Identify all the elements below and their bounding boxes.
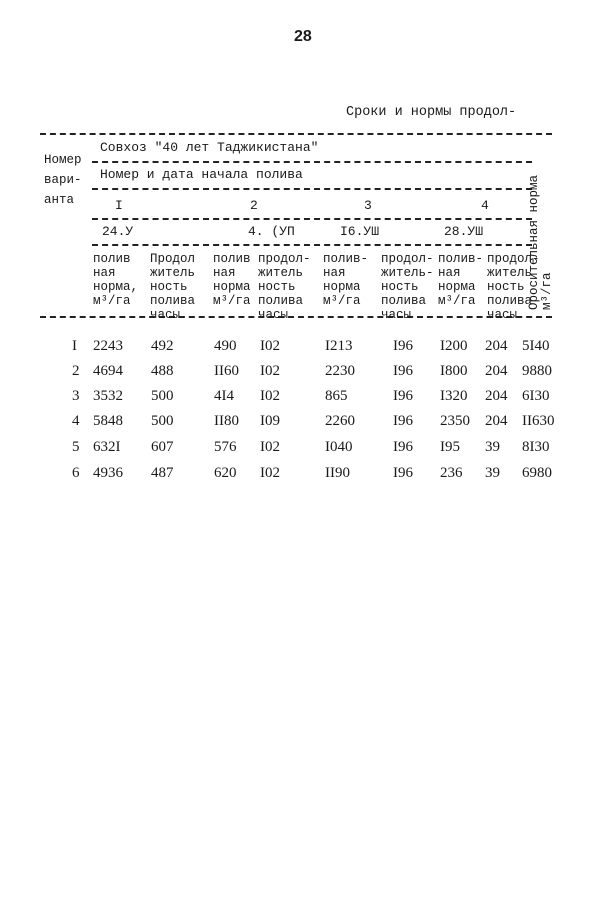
table-cell: 4694 bbox=[93, 363, 123, 379]
table-cell: 6980 bbox=[522, 465, 552, 481]
table-cell: 6I30 bbox=[522, 388, 550, 404]
table-cell: 204 bbox=[485, 363, 508, 379]
table-caption: Сроки и нормы продол- bbox=[346, 105, 517, 120]
sub-header: продол- житель ность полива часы bbox=[487, 252, 540, 322]
table-cell: I96 bbox=[393, 363, 413, 379]
variant-column-header: Номер вари- анта bbox=[44, 153, 82, 207]
table-cell: I040 bbox=[325, 439, 353, 455]
sub-header: полив ная норма м³/га bbox=[213, 252, 251, 308]
table-cell: 490 bbox=[214, 338, 237, 354]
farm-name: Совхоз "40 лет Таджикистана" bbox=[100, 140, 319, 155]
sub-header: продол- житель ность полива часы bbox=[258, 252, 311, 322]
sub-header: полив- ная норма м³/га bbox=[323, 252, 369, 308]
table-cell: I96 bbox=[393, 388, 413, 404]
table-cell: 204 bbox=[485, 388, 508, 404]
table-cell: I213 bbox=[325, 338, 353, 354]
table-cell: 620 bbox=[214, 465, 237, 481]
farm-rule bbox=[92, 161, 532, 163]
table-cell: 4936 bbox=[93, 465, 123, 481]
total-norm-label: Оросительная норма м³/га bbox=[527, 174, 554, 310]
table-cell: 8I30 bbox=[522, 439, 550, 455]
irrigation-date: 24.У bbox=[102, 224, 134, 239]
table-cell: I200 bbox=[440, 338, 468, 354]
table-cell: I02 bbox=[260, 439, 280, 455]
table-cell: I800 bbox=[440, 363, 468, 379]
page-number: 28 bbox=[294, 28, 312, 45]
table-cell: I02 bbox=[260, 338, 280, 354]
sub-header: полив- ная норма м³/га bbox=[438, 252, 484, 308]
irrigation-number: 2 bbox=[250, 198, 258, 213]
table-cell: 3532 bbox=[93, 388, 123, 404]
table-cell: 2230 bbox=[325, 363, 355, 379]
table-cell: 4I4 bbox=[214, 388, 234, 404]
table-cell: 9880 bbox=[522, 363, 552, 379]
table-cell: 488 bbox=[151, 363, 174, 379]
table-cell: I320 bbox=[440, 388, 468, 404]
variant-number: 3 bbox=[72, 388, 80, 404]
top-rule bbox=[40, 133, 552, 135]
table-cell: 204 bbox=[485, 413, 508, 429]
variant-number: 4 bbox=[72, 413, 80, 429]
table-cell: 39 bbox=[485, 465, 500, 481]
table-cell: 236 bbox=[440, 465, 463, 481]
table-cell: II60 bbox=[214, 363, 239, 379]
table-cell: 632I bbox=[93, 439, 121, 455]
sub-header: Продол житель ность полива часы bbox=[150, 252, 196, 322]
variant-number: I bbox=[72, 338, 77, 354]
table-cell: II90 bbox=[325, 465, 350, 481]
table-cell: I02 bbox=[260, 465, 280, 481]
total-norm-column-header bbox=[527, 174, 554, 310]
table-cell: 607 bbox=[151, 439, 174, 455]
irrigation-number: I bbox=[115, 198, 123, 213]
table-cell: I96 bbox=[393, 465, 413, 481]
table-cell: 2243 bbox=[93, 338, 123, 354]
table-cell: I96 bbox=[393, 439, 413, 455]
variant-number: 2 bbox=[72, 363, 80, 379]
irrigation-number: 3 bbox=[364, 198, 372, 213]
table-cell: I02 bbox=[260, 363, 280, 379]
table-cell: 865 bbox=[325, 388, 348, 404]
table-cell: 5848 bbox=[93, 413, 123, 429]
table-cell: II630 bbox=[522, 413, 555, 429]
number-rule bbox=[92, 218, 532, 220]
table-cell: 204 bbox=[485, 338, 508, 354]
table-cell: I02 bbox=[260, 388, 280, 404]
table-cell: 2350 bbox=[440, 413, 470, 429]
table-cell: 39 bbox=[485, 439, 500, 455]
irrigation-date: I6.УШ bbox=[340, 224, 380, 239]
irrigation-group-header: Номер и дата начала полива bbox=[100, 167, 303, 182]
table-cell: 5I40 bbox=[522, 338, 550, 354]
irrigation-date: 28.УШ bbox=[444, 224, 484, 239]
table-cell: 500 bbox=[151, 413, 174, 429]
table-cell: 492 bbox=[151, 338, 174, 354]
group-rule bbox=[92, 188, 532, 190]
table-cell: I95 bbox=[440, 439, 460, 455]
variant-number: 5 bbox=[72, 439, 80, 455]
table-cell: 487 bbox=[151, 465, 174, 481]
irrigation-number: 4 bbox=[481, 198, 489, 213]
table-cell: II80 bbox=[214, 413, 239, 429]
sub-header: продол- житель- ность полива часы bbox=[381, 252, 434, 322]
table-cell: 2260 bbox=[325, 413, 355, 429]
sub-header: полив ная норма, м³/га bbox=[93, 252, 139, 308]
table-cell: I96 bbox=[393, 338, 413, 354]
irrigation-date: 4. (УП bbox=[248, 224, 295, 239]
variant-number: 6 bbox=[72, 465, 80, 481]
table-cell: I09 bbox=[260, 413, 280, 429]
table-cell: 500 bbox=[151, 388, 174, 404]
table-cell: I96 bbox=[393, 413, 413, 429]
date-rule bbox=[92, 244, 532, 246]
table-cell: 576 bbox=[214, 439, 237, 455]
